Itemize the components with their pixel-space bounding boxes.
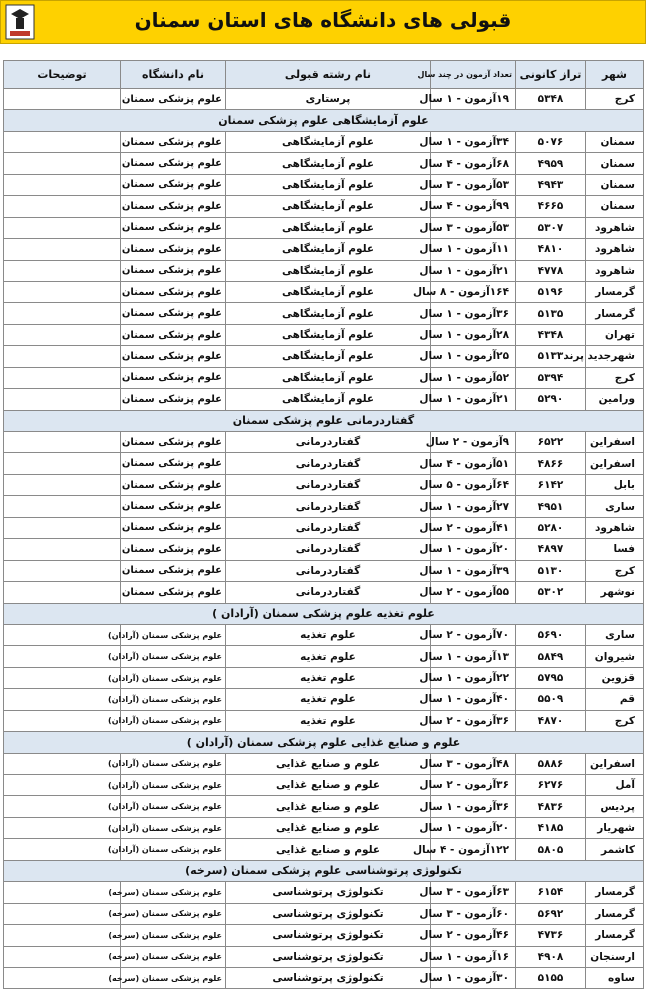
cell-city: نوشهر (586, 582, 644, 603)
cell-major: علوم و صنایع غذایی (226, 753, 431, 774)
cell-score: ۵۰۷۶ (516, 131, 586, 152)
table-row (4, 689, 644, 710)
table-row (4, 624, 644, 645)
cell-score: ۴۹۵۱ (516, 496, 586, 517)
cell-notes (4, 346, 121, 367)
cell-university: علوم پزشکی سمنان (سرخه) (121, 925, 226, 946)
cell-city: گرمسار (586, 303, 644, 324)
cell-notes (4, 496, 121, 517)
table-row (4, 817, 644, 838)
cell-major: گفتاردرمانی (226, 582, 431, 603)
cell-major: تکنولوژی پرتوشناسی (226, 925, 431, 946)
header-major: نام رشته قبولی (226, 61, 431, 89)
cell-major: علوم و صنایع غذایی (226, 817, 431, 838)
cell-exam-count: ۵۵آزمون - ۲ سال (431, 582, 516, 603)
cell-notes (4, 131, 121, 152)
table-row (4, 946, 644, 967)
cell-city: شاهرود (586, 260, 644, 281)
cell-exam-count: ۱۶۴آزمون - ۸ سال (431, 281, 516, 302)
cell-notes (4, 882, 121, 903)
section-title: علوم تغذیه علوم پزشکی سمنان (آرادان ) (4, 603, 644, 624)
cell-score: ۶۱۵۴ (516, 882, 586, 903)
cell-major: علوم آزمایشگاهی (226, 367, 431, 388)
cell-score: ۵۵۰۹ (516, 689, 586, 710)
section-title: علوم و صنایع غذایی علوم پزشکی سمنان (آرادان ) (4, 732, 644, 753)
cell-university: علوم پزشکی سمنان (آرادان) (121, 796, 226, 817)
cell-score: ۵۱۳۰ (516, 560, 586, 581)
cell-score: ۵۲۹۰ (516, 389, 586, 410)
cell-exam-count: ۱۲۲آزمون - ۴ سال (431, 839, 516, 860)
cell-university: علوم پزشکی سمنان (سرخه) (121, 882, 226, 903)
table-row (4, 775, 644, 796)
cell-notes (4, 539, 121, 560)
table-row (4, 560, 644, 581)
cell-exam-count: ۱۳آزمون - ۱ سال (431, 646, 516, 667)
cell-major: علوم آزمایشگاهی (226, 281, 431, 302)
cell-major: گفتاردرمانی (226, 474, 431, 495)
cell-exam-count: ۵۳آزمون - ۳ سال (431, 174, 516, 195)
table-row (4, 324, 644, 345)
cell-notes (4, 624, 121, 645)
cell-city: کاشمر (586, 839, 644, 860)
cell-exam-count: ۲۰آزمون - ۱ سال (431, 539, 516, 560)
cell-university: علوم پزشکی سمنان (121, 131, 226, 152)
cell-university: علوم پزشکی سمنان (121, 496, 226, 517)
cell-exam-count: ۶۰آزمون - ۳ سال (431, 903, 516, 924)
table-row (4, 367, 644, 388)
cell-university: علوم پزشکی سمنان (آرادان) (121, 667, 226, 688)
cell-major: علوم آزمایشگاهی (226, 346, 431, 367)
cell-exam-count: ۵۱آزمون - ۴ سال (431, 453, 516, 474)
table-row (4, 839, 644, 860)
cell-major: گفتاردرمانی (226, 432, 431, 453)
cell-city: شهرجدید پرند (586, 346, 644, 367)
cell-exam-count: ۶۴آزمون - ۵ سال (431, 474, 516, 495)
cell-score: ۴۸۱۰ (516, 239, 586, 260)
cell-score: ۴۹۴۳ (516, 174, 586, 195)
table-row (4, 303, 644, 324)
cell-city: قزوین (586, 667, 644, 688)
section-title: تکنولوژی پرتوشناسی علوم پزشکی سمنان (سرخه) (4, 860, 644, 881)
table-body (4, 89, 644, 989)
header-notes: توضیحات (4, 61, 121, 89)
cell-score: ۴۶۶۵ (516, 196, 586, 217)
table-row (4, 196, 644, 217)
section-header-row (4, 732, 644, 753)
cell-city: اسفراین (586, 432, 644, 453)
cell-exam-count: ۴۸آزمون - ۳ سال (431, 753, 516, 774)
cell-notes (4, 153, 121, 174)
cell-score: ۵۳۰۲ (516, 582, 586, 603)
cell-university: علوم پزشکی سمنان (121, 582, 226, 603)
cell-university: علوم پزشکی سمنان (سرخه) (121, 903, 226, 924)
cell-city: شهریار (586, 817, 644, 838)
cell-score: ۴۱۸۵ (516, 817, 586, 838)
cell-notes (4, 903, 121, 924)
cell-major: علوم آزمایشگاهی (226, 196, 431, 217)
cell-notes (4, 239, 121, 260)
cell-exam-count: ۳۹آزمون - ۱ سال (431, 560, 516, 581)
cell-major: تکنولوژی پرتوشناسی (226, 946, 431, 967)
cell-exam-count: ۱۱آزمون - ۱ سال (431, 239, 516, 260)
cell-score: ۴۸۷۰ (516, 710, 586, 731)
cell-exam-count: ۱۹آزمون - ۱ سال (431, 89, 516, 110)
cell-major: علوم آزمایشگاهی (226, 239, 431, 260)
table-row (4, 882, 644, 903)
academy-logo-icon (5, 4, 35, 40)
cell-major: علوم آزمایشگاهی (226, 303, 431, 324)
cell-notes (4, 432, 121, 453)
cell-city: اسفراین (586, 453, 644, 474)
table-row (4, 217, 644, 238)
cell-university: علوم پزشکی سمنان (121, 153, 226, 174)
cell-notes (4, 89, 121, 110)
cell-major: علوم تغذیه (226, 689, 431, 710)
cell-city: سمنان (586, 196, 644, 217)
cell-notes (4, 946, 121, 967)
section-header-row (4, 603, 644, 624)
cell-city: سمنان (586, 131, 644, 152)
cell-notes (4, 281, 121, 302)
cell-score: ۴۸۳۶ (516, 796, 586, 817)
cell-notes (4, 324, 121, 345)
cell-notes (4, 260, 121, 281)
cell-city: فسا (586, 539, 644, 560)
table-row (4, 453, 644, 474)
cell-score: ۵۳۰۷ (516, 217, 586, 238)
cell-exam-count: ۳۶آزمون - ۲ سال (431, 710, 516, 731)
cell-university: علوم پزشکی سمنان (121, 453, 226, 474)
cell-university: علوم پزشکی سمنان (121, 239, 226, 260)
header-score: تراز کانونی (516, 61, 586, 89)
cell-exam-count: ۴۰آزمون - ۱ سال (431, 689, 516, 710)
cell-score: ۵۱۵۵ (516, 967, 586, 988)
cell-score: ۴۹۰۸ (516, 946, 586, 967)
table-row (4, 432, 644, 453)
section-title: علوم آزمایشگاهی علوم پزشکی سمنان (4, 110, 644, 131)
cell-notes (4, 710, 121, 731)
cell-university: علوم پزشکی سمنان (121, 474, 226, 495)
cell-major: علوم تغذیه (226, 646, 431, 667)
table-row (4, 89, 644, 110)
cell-score: ۴۸۶۶ (516, 453, 586, 474)
cell-score: ۴۷۳۶ (516, 925, 586, 946)
cell-notes (4, 389, 121, 410)
cell-city: شاهرود (586, 517, 644, 538)
cell-city: ارسنجان (586, 946, 644, 967)
cell-university: علوم پزشکی سمنان (121, 346, 226, 367)
cell-notes (4, 667, 121, 688)
table-row (4, 967, 644, 988)
cell-city: بابل (586, 474, 644, 495)
cell-city: گرمسار (586, 903, 644, 924)
cell-exam-count: ۲۱آزمون - ۱ سال (431, 389, 516, 410)
cell-university: علوم پزشکی سمنان (آرادان) (121, 817, 226, 838)
cell-exam-count: ۳۰آزمون - ۱ سال (431, 967, 516, 988)
cell-major: علوم تغذیه (226, 624, 431, 645)
cell-notes (4, 925, 121, 946)
cell-score: ۶۲۷۶ (516, 775, 586, 796)
table-row (4, 903, 644, 924)
cell-score: ۴۹۵۹ (516, 153, 586, 174)
cell-university: علوم پزشکی سمنان (121, 89, 226, 110)
cell-score: ۴۸۹۷ (516, 539, 586, 560)
cell-notes (4, 560, 121, 581)
cell-university: علوم پزشکی سمنان (آرادان) (121, 624, 226, 645)
cell-exam-count: ۶۸آزمون - ۴ سال (431, 153, 516, 174)
cell-exam-count: ۴۶آزمون - ۲ سال (431, 925, 516, 946)
cell-city: شیروان (586, 646, 644, 667)
cell-score: ۵۱۹۶ (516, 281, 586, 302)
cell-major: علوم تغذیه (226, 710, 431, 731)
cell-score: ۵۳۴۸ (516, 89, 586, 110)
cell-university: علوم پزشکی سمنان (121, 281, 226, 302)
cell-city: پردیس (586, 796, 644, 817)
cell-city: ساری (586, 496, 644, 517)
cell-score: ۵۸۴۹ (516, 646, 586, 667)
cell-exam-count: ۵۳آزمون - ۳ سال (431, 217, 516, 238)
cell-notes (4, 753, 121, 774)
cell-university: علوم پزشکی سمنان (121, 217, 226, 238)
table-row (4, 131, 644, 152)
cell-exam-count: ۲۸آزمون - ۱ سال (431, 324, 516, 345)
cell-city: شاهرود (586, 217, 644, 238)
cell-major: تکنولوژی پرتوشناسی (226, 967, 431, 988)
cell-university: علوم پزشکی سمنان (121, 432, 226, 453)
cell-university: علوم پزشکی سمنان (آرادان) (121, 775, 226, 796)
cell-notes (4, 775, 121, 796)
page-title: قبولی های دانشگاه های استان سمنان (134, 8, 512, 32)
cell-major: علوم آزمایشگاهی (226, 389, 431, 410)
cell-notes (4, 303, 121, 324)
cell-exam-count: ۶۳آزمون - ۳ سال (431, 882, 516, 903)
cell-exam-count: ۷۰آزمون - ۲ سال (431, 624, 516, 645)
table-row (4, 153, 644, 174)
table-header (4, 61, 644, 89)
cell-exam-count: ۲۱آزمون - ۱ سال (431, 260, 516, 281)
cell-score: ۶۱۴۲ (516, 474, 586, 495)
cell-notes (4, 582, 121, 603)
table-row (4, 346, 644, 367)
table-row (4, 474, 644, 495)
cell-score: ۵۶۹۰ (516, 624, 586, 645)
cell-score: ۵۲۸۰ (516, 517, 586, 538)
cell-city: تهران (586, 324, 644, 345)
cell-exam-count: ۲۷آزمون - ۱ سال (431, 496, 516, 517)
cell-major: تکنولوژی پرتوشناسی (226, 903, 431, 924)
header-city: شهر (586, 61, 644, 89)
cell-major: گفتاردرمانی (226, 496, 431, 517)
cell-university: علوم پزشکی سمنان (121, 174, 226, 195)
cell-city: آمل (586, 775, 644, 796)
cell-major: علوم تغذیه (226, 667, 431, 688)
cell-notes (4, 453, 121, 474)
cell-score: ۵۸۸۶ (516, 753, 586, 774)
table-row (4, 925, 644, 946)
cell-exam-count: ۳۶آزمون - ۲ سال (431, 775, 516, 796)
cell-notes (4, 367, 121, 388)
cell-city: کرج (586, 89, 644, 110)
cell-major: گفتاردرمانی (226, 517, 431, 538)
cell-notes (4, 196, 121, 217)
table-row (4, 796, 644, 817)
cell-university: علوم پزشکی سمنان (آرادان) (121, 710, 226, 731)
cell-major: علوم آزمایشگاهی (226, 260, 431, 281)
cell-major: گفتاردرمانی (226, 453, 431, 474)
cell-city: سمنان (586, 174, 644, 195)
table-row (4, 753, 644, 774)
cell-score: ۴۷۷۸ (516, 260, 586, 281)
cell-major: علوم آزمایشگاهی (226, 131, 431, 152)
cell-notes (4, 839, 121, 860)
cell-city: کرج (586, 560, 644, 581)
cell-city: گرمسار (586, 925, 644, 946)
cell-score: ۵۱۳۳ (516, 346, 586, 367)
cell-major: علوم آزمایشگاهی (226, 217, 431, 238)
table-row (4, 539, 644, 560)
section-header-row (4, 410, 644, 431)
table-row (4, 389, 644, 410)
cell-notes (4, 474, 121, 495)
header-university: نام دانشگاه (121, 61, 226, 89)
cell-major: علوم آزمایشگاهی (226, 324, 431, 345)
cell-notes (4, 174, 121, 195)
cell-score: ۶۵۲۲ (516, 432, 586, 453)
cell-major: تکنولوژی پرتوشناسی (226, 882, 431, 903)
cell-notes (4, 817, 121, 838)
cell-university: علوم پزشکی سمنان (121, 560, 226, 581)
table-row (4, 239, 644, 260)
cell-city: ورامین (586, 389, 644, 410)
cell-university: علوم پزشکی سمنان (121, 303, 226, 324)
cell-notes (4, 796, 121, 817)
cell-major: علوم آزمایشگاهی (226, 174, 431, 195)
cell-university: علوم پزشکی سمنان (آرادان) (121, 646, 226, 667)
cell-city: سمنان (586, 153, 644, 174)
cell-major: گفتاردرمانی (226, 560, 431, 581)
cell-exam-count: ۳۴آزمون - ۱ سال (431, 131, 516, 152)
table-row (4, 710, 644, 731)
cell-score: ۵۳۹۴ (516, 367, 586, 388)
admissions-table (3, 60, 644, 989)
header-row (4, 61, 644, 89)
header-exam-count: تعداد آزمون در چند سال (431, 61, 516, 89)
cell-exam-count: ۳۶آزمون - ۱ سال (431, 796, 516, 817)
section-header-row (4, 860, 644, 881)
table-row (4, 174, 644, 195)
cell-university: علوم پزشکی سمنان (121, 367, 226, 388)
cell-city: ساری (586, 624, 644, 645)
cell-major: علوم و صنایع غذایی (226, 839, 431, 860)
cell-major: پرستاری (226, 89, 431, 110)
cell-city: گرمسار (586, 882, 644, 903)
cell-exam-count: ۵۲آزمون - ۱ سال (431, 367, 516, 388)
cell-city: شاهرود (586, 239, 644, 260)
cell-university: علوم پزشکی سمنان (آرادان) (121, 689, 226, 710)
table-row (4, 281, 644, 302)
cell-university: علوم پزشکی سمنان (121, 539, 226, 560)
cell-city: ساوه (586, 967, 644, 988)
cell-university: علوم پزشکی سمنان (121, 389, 226, 410)
cell-major: گفتاردرمانی (226, 539, 431, 560)
cell-notes (4, 967, 121, 988)
cell-exam-count: ۲۲آزمون - ۱ سال (431, 667, 516, 688)
cell-university: علوم پزشکی سمنان (121, 517, 226, 538)
cell-exam-count: ۱۶آزمون - ۱ سال (431, 946, 516, 967)
cell-city: اسفراین (586, 753, 644, 774)
table-row (4, 517, 644, 538)
title-banner (0, 0, 646, 44)
cell-exam-count: ۲۰آزمون - ۱ سال (431, 817, 516, 838)
cell-exam-count: ۹۹آزمون - ۴ سال (431, 196, 516, 217)
cell-notes (4, 517, 121, 538)
table-row (4, 260, 644, 281)
cell-city: کرج (586, 710, 644, 731)
table-row (4, 582, 644, 603)
cell-university: علوم پزشکی سمنان (سرخه) (121, 946, 226, 967)
cell-university: علوم پزشکی سمنان (آرادان) (121, 839, 226, 860)
table-row (4, 646, 644, 667)
cell-score: ۵۱۳۵ (516, 303, 586, 324)
cell-score: ۵۷۹۵ (516, 667, 586, 688)
cell-exam-count: ۲۵آزمون - ۱ سال (431, 346, 516, 367)
cell-notes (4, 646, 121, 667)
cell-university: علوم پزشکی سمنان (سرخه) (121, 967, 226, 988)
cell-major: علوم و صنایع غذایی (226, 796, 431, 817)
cell-university: علوم پزشکی سمنان (121, 260, 226, 281)
cell-score: ۵۶۹۲ (516, 903, 586, 924)
cell-university: علوم پزشکی سمنان (121, 196, 226, 217)
section-title: گفتاردرمانی علوم پزشکی سمنان (4, 410, 644, 431)
cell-notes (4, 217, 121, 238)
cell-major: علوم و صنایع غذایی (226, 775, 431, 796)
cell-university: علوم پزشکی سمنان (آرادان) (121, 753, 226, 774)
cell-university: علوم پزشکی سمنان (121, 324, 226, 345)
cell-major: علوم آزمایشگاهی (226, 153, 431, 174)
cell-city: گرمسار (586, 281, 644, 302)
cell-notes (4, 689, 121, 710)
cell-score: ۵۸۰۵ (516, 839, 586, 860)
cell-exam-count: ۴۱آزمون - ۲ سال (431, 517, 516, 538)
cell-city: کرج (586, 367, 644, 388)
table-row (4, 496, 644, 517)
cell-exam-count: ۳۶آزمون - ۱ سال (431, 303, 516, 324)
cell-city: قم (586, 689, 644, 710)
cell-score: ۴۳۴۸ (516, 324, 586, 345)
table-row (4, 667, 644, 688)
cell-exam-count: ۹آزمون - ۲ سال (431, 432, 516, 453)
section-header-row (4, 110, 644, 131)
